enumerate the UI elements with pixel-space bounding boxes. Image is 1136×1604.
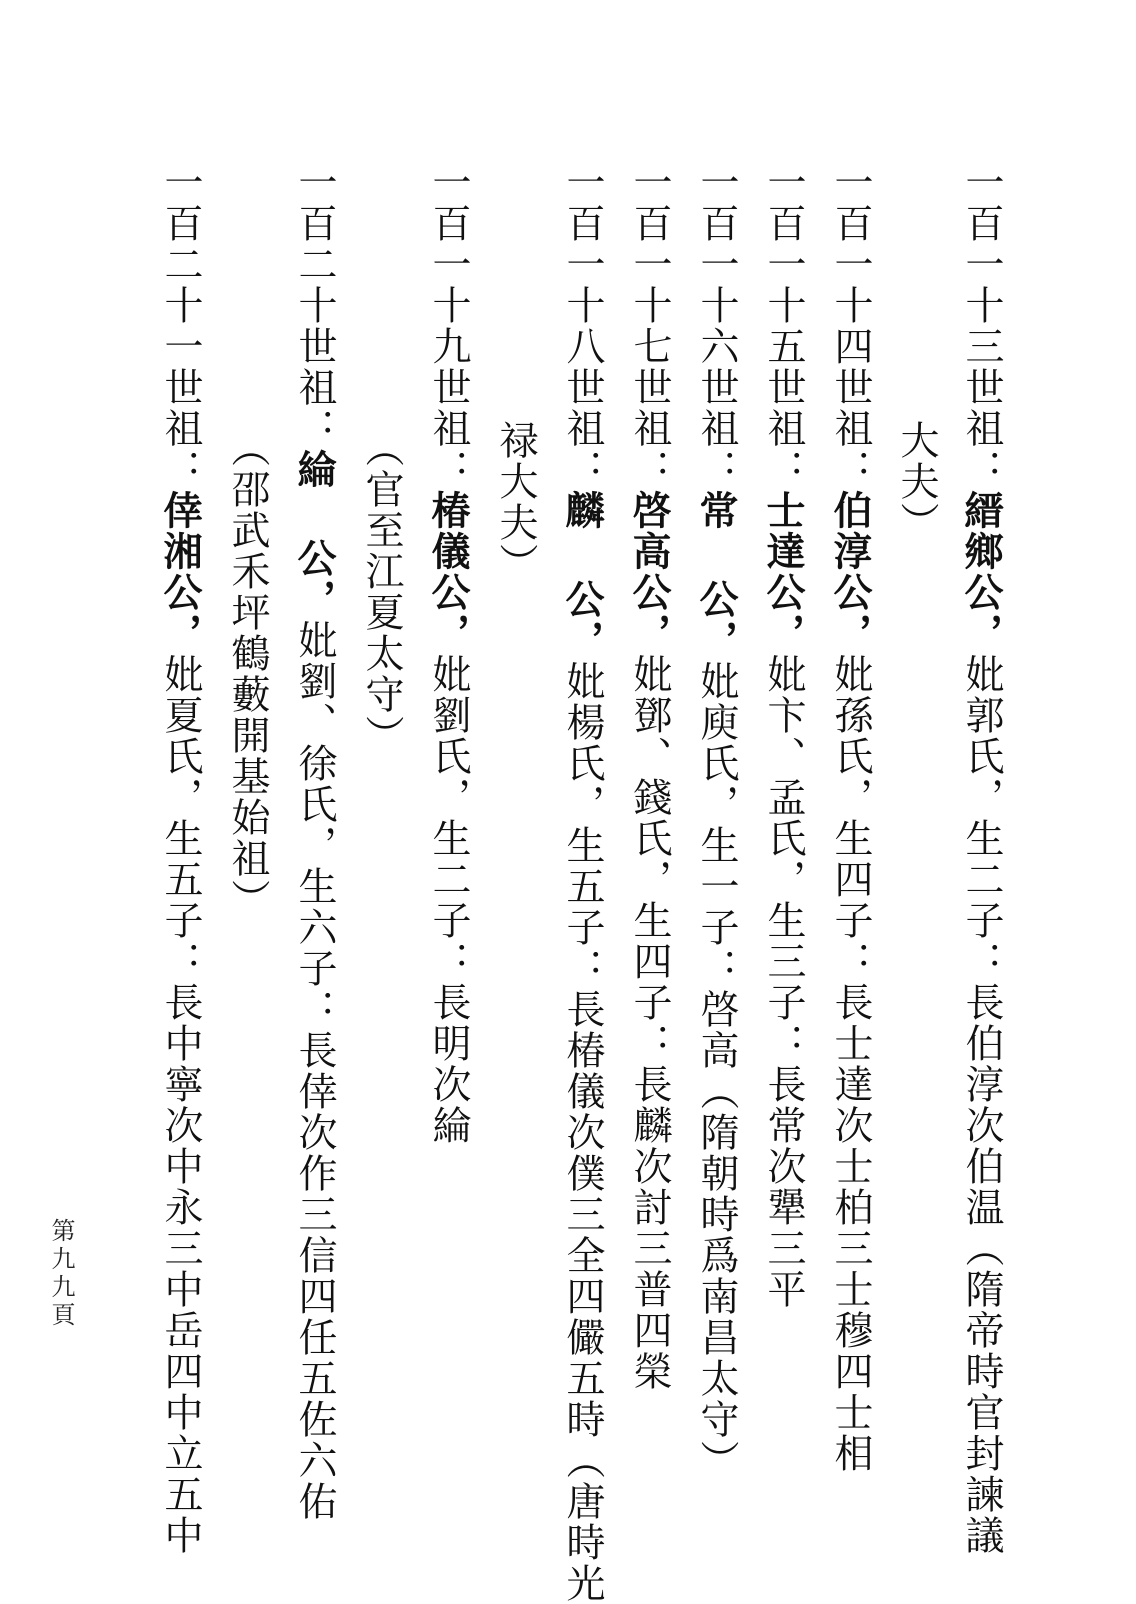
column-text: （邵武禾坪鶴藪開基始祖） [225, 428, 270, 920]
column-text: 妣劉氏，生二子：長明次綸 [426, 654, 471, 1146]
ancestor-name: 綸 公， [291, 449, 337, 620]
column-gen-117 [626, 162, 672, 1392]
column-gen-119-note [358, 428, 404, 756]
generation-label: 一百一十九世祖： [426, 162, 471, 490]
column-gen-114 [827, 162, 873, 1474]
generation-label: 一百二十世祖： [292, 162, 337, 449]
ancestor-name: 啓高公， [626, 490, 672, 654]
column-text: 妣劉、徐氏，生六子：長倖次作三信四任五佐六佑 [292, 620, 337, 1522]
column-gen-116 [693, 162, 739, 1481]
column-text: 妣卞、孟氏，生三子：長常次犟三平 [761, 654, 806, 1310]
generation-label: 一百一十六世祖： [694, 162, 739, 490]
column-gen-113-cont [893, 420, 939, 543]
column-gen-118-cont [492, 420, 538, 584]
page-number: 第九九頁 [47, 1218, 75, 1330]
generation-label: 一百一十七世祖： [627, 162, 672, 490]
column-text: 妣郭氏，生二子：長伯淳次伯温（隋帝時官封諫議 [959, 654, 1004, 1556]
column-text: 妣鄧、錢氏，生四子：長麟次討三普四榮 [627, 654, 672, 1392]
generation-label: 一百一十八世祖： [560, 162, 605, 490]
generation-label: 一百一十三世祖： [959, 162, 1004, 490]
generation-label: 一百一十四世祖： [828, 162, 873, 490]
column-gen-118 [559, 162, 605, 1604]
column-text: 禄大夫） [493, 420, 538, 584]
column-text: 妣孫氏，生四子：長士達次士柏三士穆四士相 [828, 654, 873, 1474]
ancestor-name: 椿儀公， [425, 490, 471, 654]
column-gen-120-note [224, 428, 270, 920]
column-text: 大夫） [894, 420, 939, 543]
column-gen-121 [157, 162, 203, 1556]
ancestor-name: 士達公， [760, 490, 806, 654]
column-text: （官至江夏太守） [359, 428, 404, 756]
column-gen-113 [958, 162, 1004, 1556]
ancestor-name: 倖湘公， [157, 490, 203, 654]
ancestor-name: 麟 公， [559, 490, 605, 661]
column-gen-120 [291, 162, 337, 1522]
ancestor-name: 伯淳公， [827, 490, 873, 654]
column-gen-119 [425, 162, 471, 1146]
ancestor-name: 常 公， [693, 490, 739, 661]
column-text: 妣楊氏，生五子：長椿儀次僕三全四儼五時（唐時光 [560, 661, 605, 1604]
column-text: 妣庾氏，生一子：啓高（隋朝時爲南昌太守） [694, 661, 739, 1481]
generation-label: 一百一十五世祖： [761, 162, 806, 490]
column-text: 妣夏氏，生五子：長中寧次中永三中岳四中立五中 [158, 654, 203, 1556]
ancestor-name: 縉鄉公， [958, 490, 1004, 654]
generation-label: 一百二十一世祖： [158, 162, 203, 490]
column-gen-115 [760, 162, 806, 1310]
